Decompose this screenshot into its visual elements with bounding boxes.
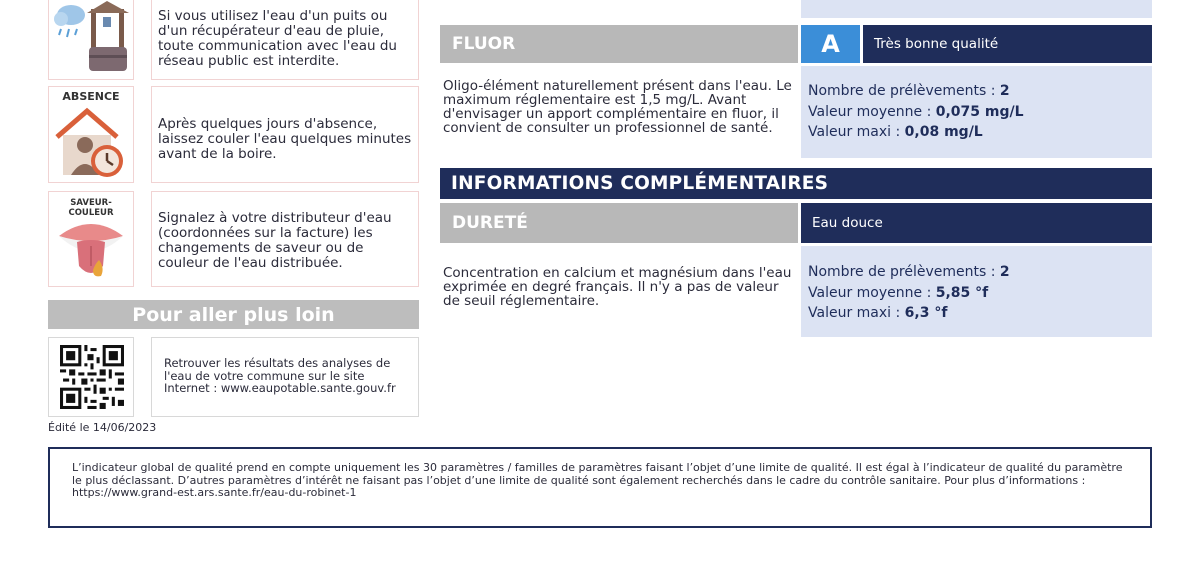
stat-value: 2	[999, 83, 1010, 99]
tip-icon-box-absence	[48, 86, 134, 183]
extra-info-heading: INFORMATIONS COMPLÉMENTAIRES	[440, 168, 1152, 199]
durete-header: DURETÉ	[440, 203, 798, 243]
tip-text: Après quelques jours d'absence, laissez couler l'eau quelques minutes avant de la boire.	[158, 116, 412, 162]
further-text: Retrouver les résultats des analyses de l'eau de votre commune sur le site Internet : www.eaupotable.sante.gouv.fr	[151, 337, 419, 417]
tip-text-taste	[151, 191, 419, 287]
qr-code-box[interactable]	[48, 337, 134, 417]
tip-label: SAVEUR-COULEUR	[68, 198, 114, 218]
stat-value: 2	[999, 264, 1010, 280]
stat-label: Valeur maxi :	[808, 305, 901, 321]
stat-value: 6,3 °f	[904, 305, 948, 321]
quality-indicator-note	[48, 447, 1152, 528]
tip-text: Signalez à votre distributeur d'eau (coordonnées sur la facture) les changements de saveur ou de couleur de l'eau distribuée.	[158, 210, 392, 271]
stat-label: Nombre de prélèvements :	[808, 264, 996, 280]
tip-icon-box-well	[48, 0, 134, 80]
stat-value: 5,85 °f	[935, 284, 989, 301]
rain-well-icon	[49, 0, 133, 79]
tip-label: ABSENCE	[62, 90, 120, 103]
stat-label: Valeur moyenne :	[808, 103, 932, 120]
fluor-quality: Très bonne qualité	[863, 25, 1152, 63]
stat-value: 0,075 mg/L	[935, 103, 1024, 120]
fluor-header: FLUOR	[440, 25, 798, 63]
durete-stats	[801, 246, 1152, 337]
fluor-description: Oligo-élément naturellement présent dans l'eau. Le maximum réglementaire est 1,5 mg/L. Avant d'envisager un apport complémentaire en fluor, il convient de consulter un professionnel de santé.	[443, 78, 792, 136]
note-link[interactable]: https://www.grand-est.ars.sante.fr/eau-du-robinet-1	[72, 486, 357, 499]
fluor-grade-badge: A	[801, 25, 860, 63]
stat-value: 0,08 mg/L	[904, 124, 983, 140]
qr-code-icon	[60, 345, 124, 409]
previous-block-tail	[801, 0, 1152, 18]
mouth-tongue-icon	[49, 208, 133, 286]
stat-label: Valeur moyenne :	[808, 284, 932, 301]
note-text: L’indicateur global de qualité prend en compte uniquement les 30 paramètres / familles de paramètres faisant l’objet d’une limite de qualité. Il est égal à l’indicateur de qualité du paramètre le plus déclassant. D’autres paramètres d’intérêt ne faisant pas l’objet d’une limite de qualité sont également recherchés dans le cadre du contrôle sanitaire. Pour plus d’informations :	[72, 461, 1123, 487]
fluor-stats	[801, 66, 1152, 158]
tip-text: Si vous utilisez l'eau d'un puits ou d'un récupérateur d'eau de pluie, toute communication avec l'eau du réseau public est interdite.	[158, 8, 397, 69]
tip-icon-box-taste	[48, 191, 134, 287]
durete-description: Concentration en calcium et magnésium dans l'eau exprimée en degré français. Il n'y a pas de valeur de seuil réglementaire.	[443, 265, 792, 309]
house-clock-icon	[49, 103, 133, 181]
edited-date: Édité le 14/06/2023	[48, 421, 157, 434]
further-heading: Pour aller plus loin	[48, 300, 419, 329]
tip-text-absence	[151, 86, 419, 183]
durete-quality: Eau douce	[801, 203, 1152, 243]
stat-label: Valeur maxi :	[808, 124, 901, 140]
stat-label: Nombre de prélèvements :	[808, 83, 996, 99]
tip-text-well	[151, 0, 419, 80]
